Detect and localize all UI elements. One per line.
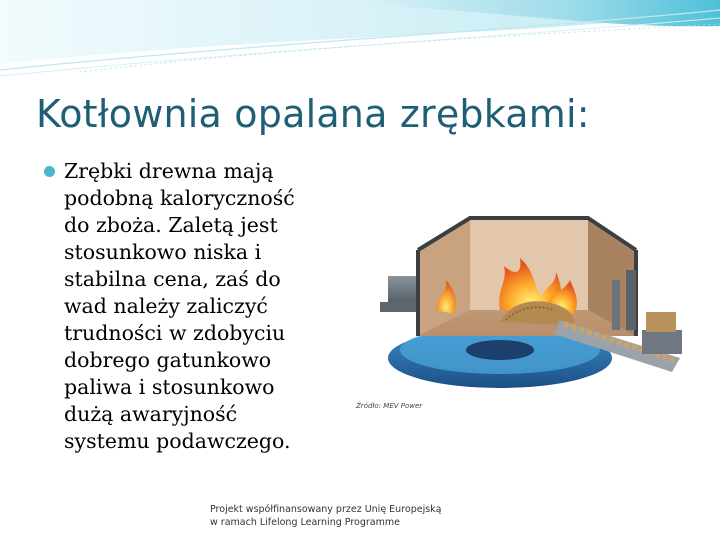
boiler-illustration (350, 210, 702, 416)
footer-funding-note (210, 503, 510, 529)
footer-line-1: Projekt współfinansowany przez Unię Europejską (210, 504, 442, 515)
figure-caption: Źródło: MEV Power (356, 402, 423, 410)
bullet-marker (44, 166, 55, 177)
footer-line-2: w ramach Lifelong Learning Programme (210, 517, 400, 528)
header-decoration (0, 0, 720, 80)
boiler-cutaway-image (350, 210, 702, 416)
slide-title: Kotłownia opalana zrębkami: (36, 92, 590, 136)
bullet-text: Zrębki drewna mają podobną kaloryczność do zboża. Zaletą jest stosunkowo niska i stabilna cena, zaś do wad należy zaliczyć trudności w zdobyciu dobrego gatunkowo paliwa i stosunkowo dużą awaryjność systemu podawczego. (64, 159, 295, 453)
